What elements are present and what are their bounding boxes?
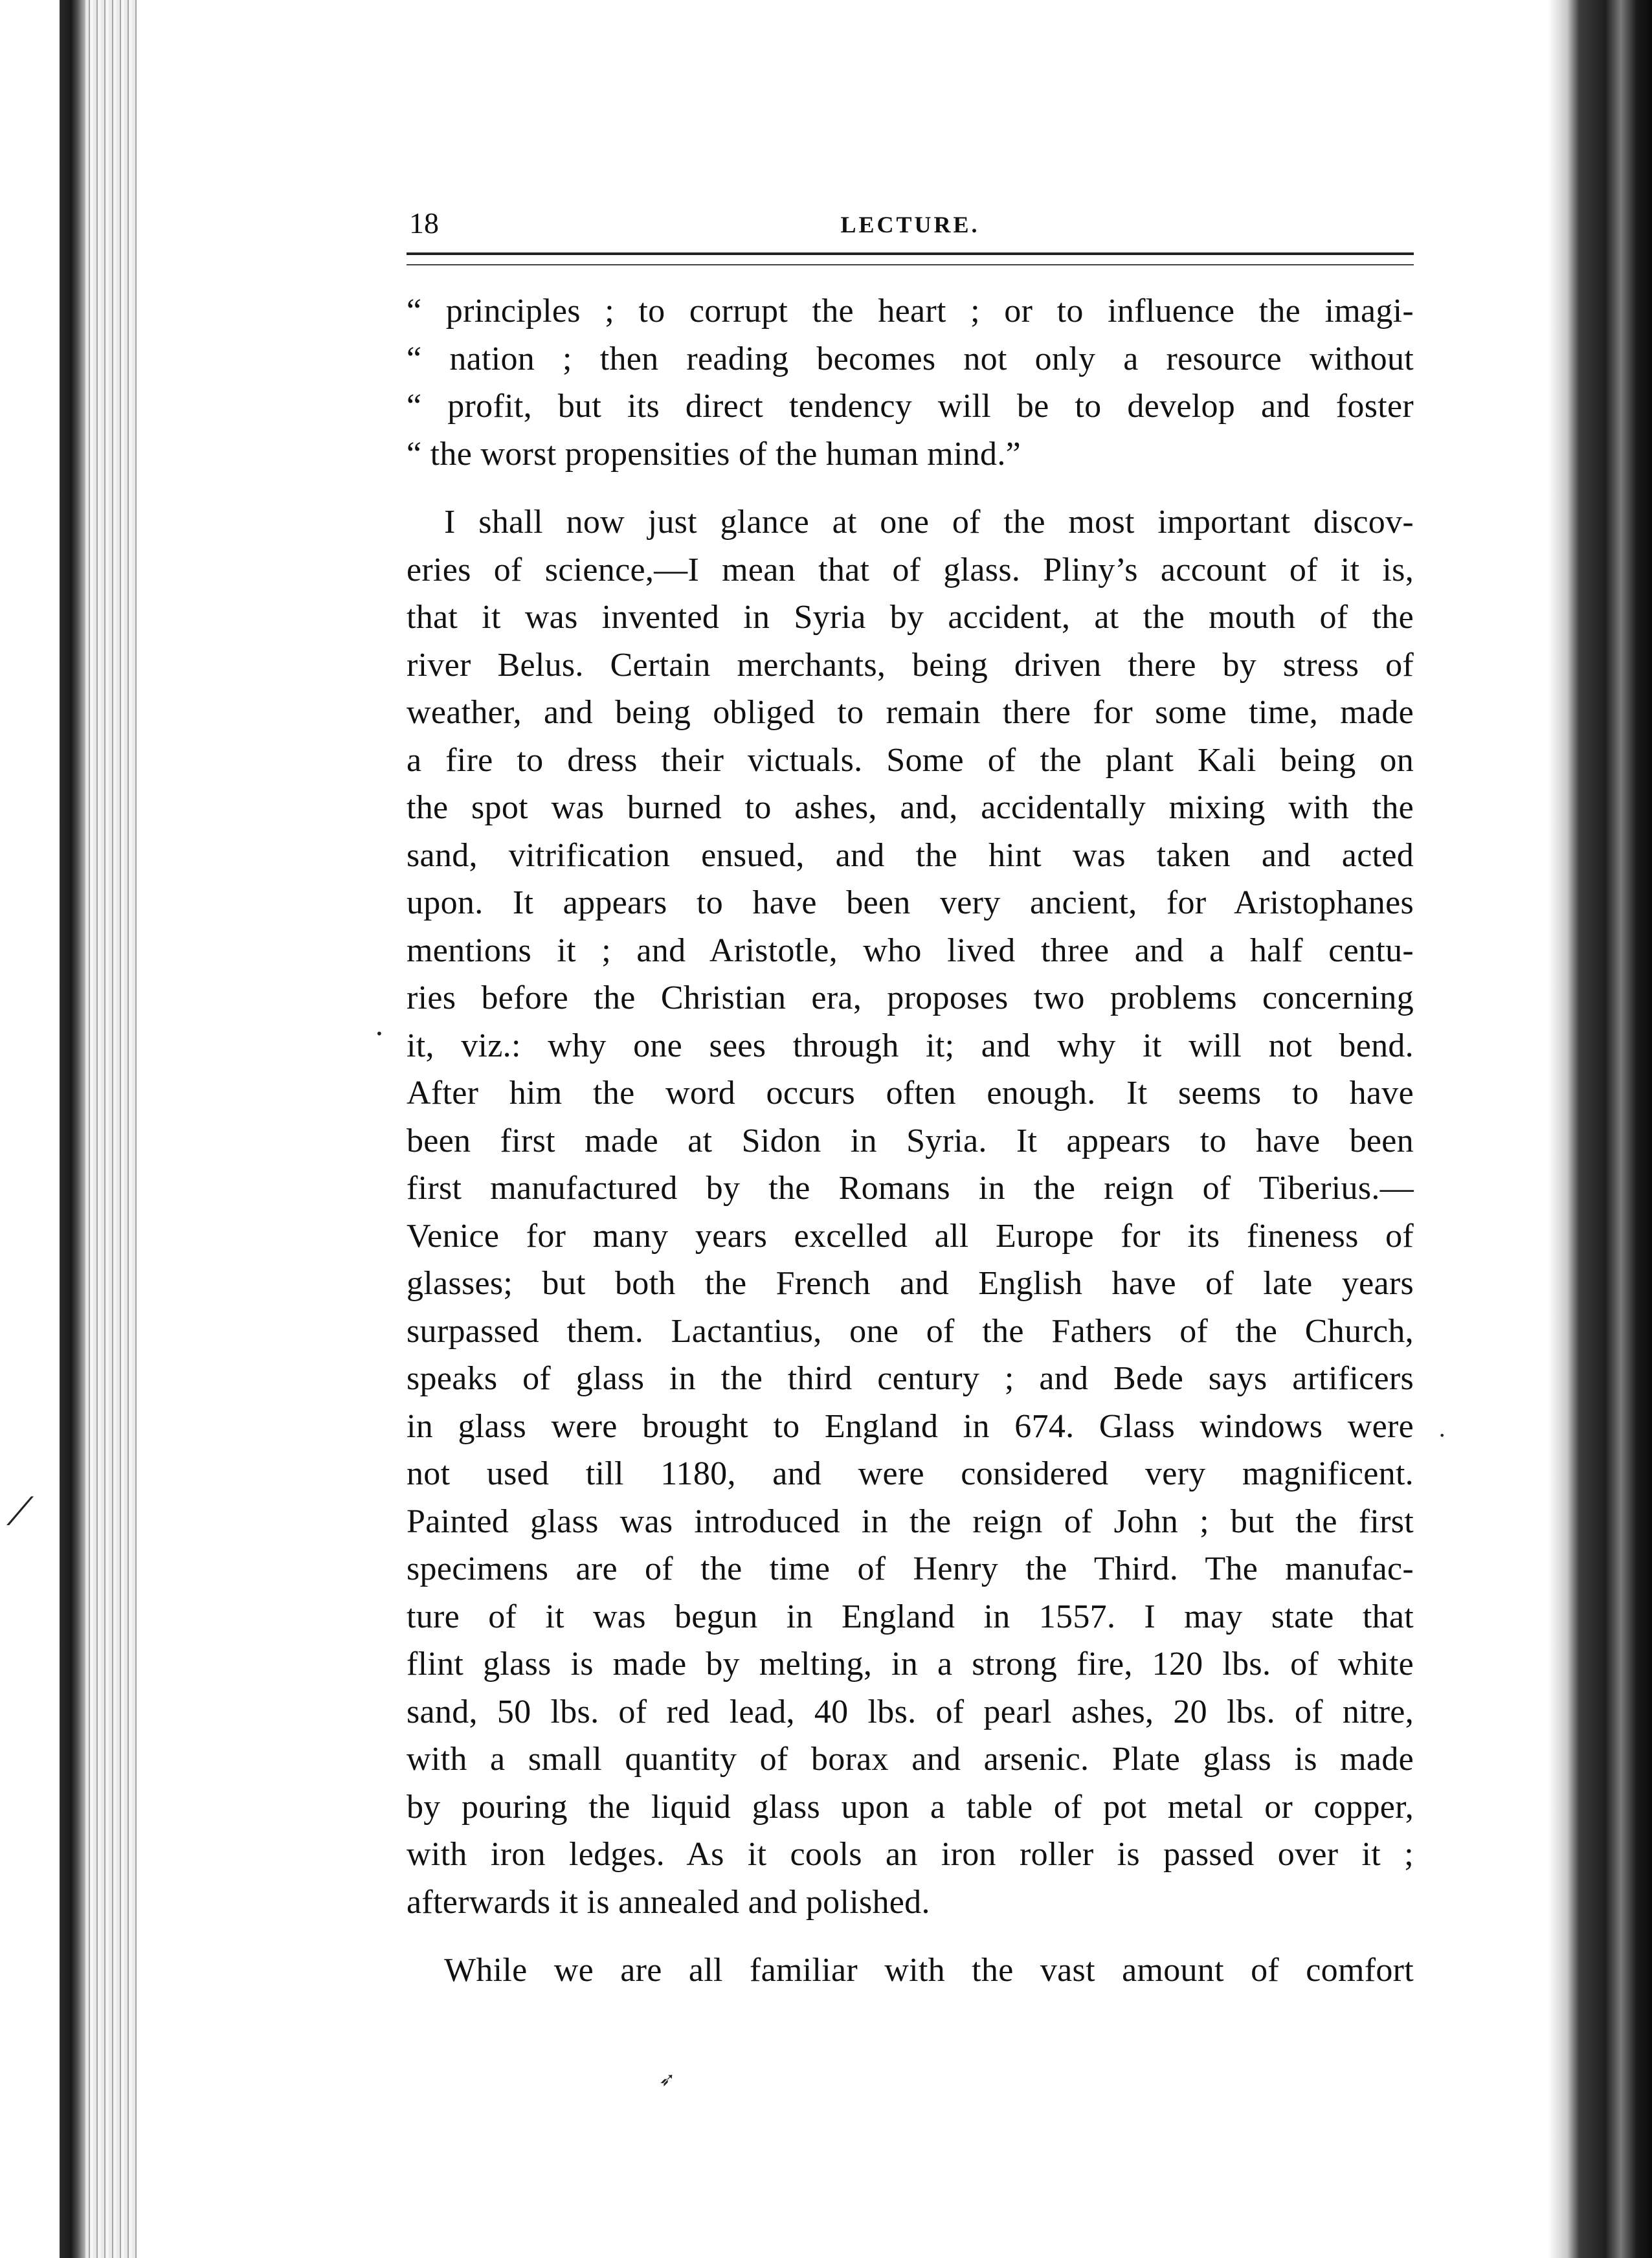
text-line: “ profit, but its direct tendency will be to develop and foster [407, 388, 1414, 425]
text-line: While we are all familiar with the vast amount of comfort [444, 1952, 1414, 1989]
text-line: river Belus. Certain merchants, being driven there by stress of [407, 646, 1414, 684]
text-line: a fire to dress their victuals. Some of the plant Kali being on [407, 741, 1414, 779]
text-line: mentions it ; and Aristotle, who lived three and a half centu- [407, 932, 1414, 969]
text-line: afterwards it is annealed and polished. [407, 1883, 930, 1921]
text-line: the spot was burned to ashes, and, accidentally mixing with the [407, 789, 1414, 826]
margin-dot: • [1439, 1429, 1446, 1442]
page-content [407, 194, 1414, 1995]
text-line: ries before the Christian era, proposes two problems concerning [407, 979, 1414, 1016]
text-line: by pouring the liquid glass upon a table of pot metal or copper, [407, 1788, 1414, 1826]
text-line: sand, 50 lbs. of red lead, 40 lbs. of pearl ashes, 20 lbs. of nitre, [407, 1693, 1414, 1730]
text-line: I shall now just glance at one of the most important discov- [444, 504, 1414, 541]
header-rule [407, 252, 1414, 265]
binding-shadow [60, 0, 85, 2258]
text-line: “ principles ; to corrupt the heart ; or to influence the imagi- [407, 293, 1414, 330]
page-number: 18 [409, 207, 439, 240]
text-line: specimens are of the time of Henry the Third. The manufac- [407, 1550, 1414, 1587]
paragraph-gap [407, 478, 1414, 498]
text-line: in glass were brought to England in 674. Glass windows were [407, 1407, 1414, 1445]
text-line: speaks of glass in the third century ; and Bede says artificers [407, 1360, 1414, 1397]
body-text [407, 287, 1414, 1995]
page-stack-edge [85, 0, 137, 2258]
text-line: Venice for many years excelled all Europe for its fineness of [407, 1217, 1414, 1255]
text-line: Painted glass was introduced in the reign of John ; but the first [407, 1503, 1414, 1540]
stray-mark: ➶ [659, 2068, 676, 2091]
text-line: sand, vitrification ensued, and the hint was taken and acted [407, 836, 1414, 874]
text-line: it, viz.: why one sees through it; and why it will not bend. [407, 1027, 1414, 1064]
text-line: that it was invented in Syria by accident, at the mouth of the [407, 599, 1414, 636]
text-line: flint glass is made by melting, in a strong fire, 120 lbs. of white [407, 1646, 1414, 1682]
text-line: “ the worst propensities of the human mind.” [407, 435, 1021, 473]
text-line: “ nation ; then reading becomes not only a resource without [407, 340, 1414, 377]
text-line: ture of it was begun in England in 1557. I may state that [407, 1598, 1414, 1635]
comfort-paragraph [407, 1947, 1414, 1995]
paragraph-gap [407, 1926, 1414, 1947]
text-line: with iron ledges. As it cools an iron roller is passed over it ; [407, 1836, 1414, 1873]
text-line: upon. It appears to have been very ancient, for Aristophanes [407, 884, 1414, 921]
text-line: After him the word occurs often enough. It seems to have [407, 1075, 1414, 1112]
margin-tick-mark: ⟋ [6, 1489, 34, 1534]
right-page-edge [1548, 0, 1652, 2258]
text-line: weather, and being obliged to remain there for some time, made [407, 694, 1414, 731]
running-head [407, 194, 1414, 246]
margin-dot: • [375, 1026, 383, 1042]
quoted-paragraph [407, 287, 1414, 478]
text-line: been first made at Sidon in Syria. It appears to have been [407, 1122, 1414, 1159]
text-line: not used till 1180, and were considered very magnificent. [407, 1455, 1414, 1492]
text-line: with a small quantity of borax and arsenic. Plate glass is made [407, 1741, 1414, 1778]
text-line: first manufactured by the Romans in the reign of Tiberius.— [407, 1170, 1414, 1207]
running-title: LECTURE. [840, 212, 980, 238]
text-line: eries of science,—I mean that of glass. Pliny’s account of it is, [407, 551, 1414, 588]
glass-history-paragraph [407, 498, 1414, 1926]
text-line: glasses; but both the French and English have of late years [407, 1265, 1414, 1302]
text-line: surpassed them. Lactantius, one of the Fathers of the Church, [407, 1312, 1414, 1350]
